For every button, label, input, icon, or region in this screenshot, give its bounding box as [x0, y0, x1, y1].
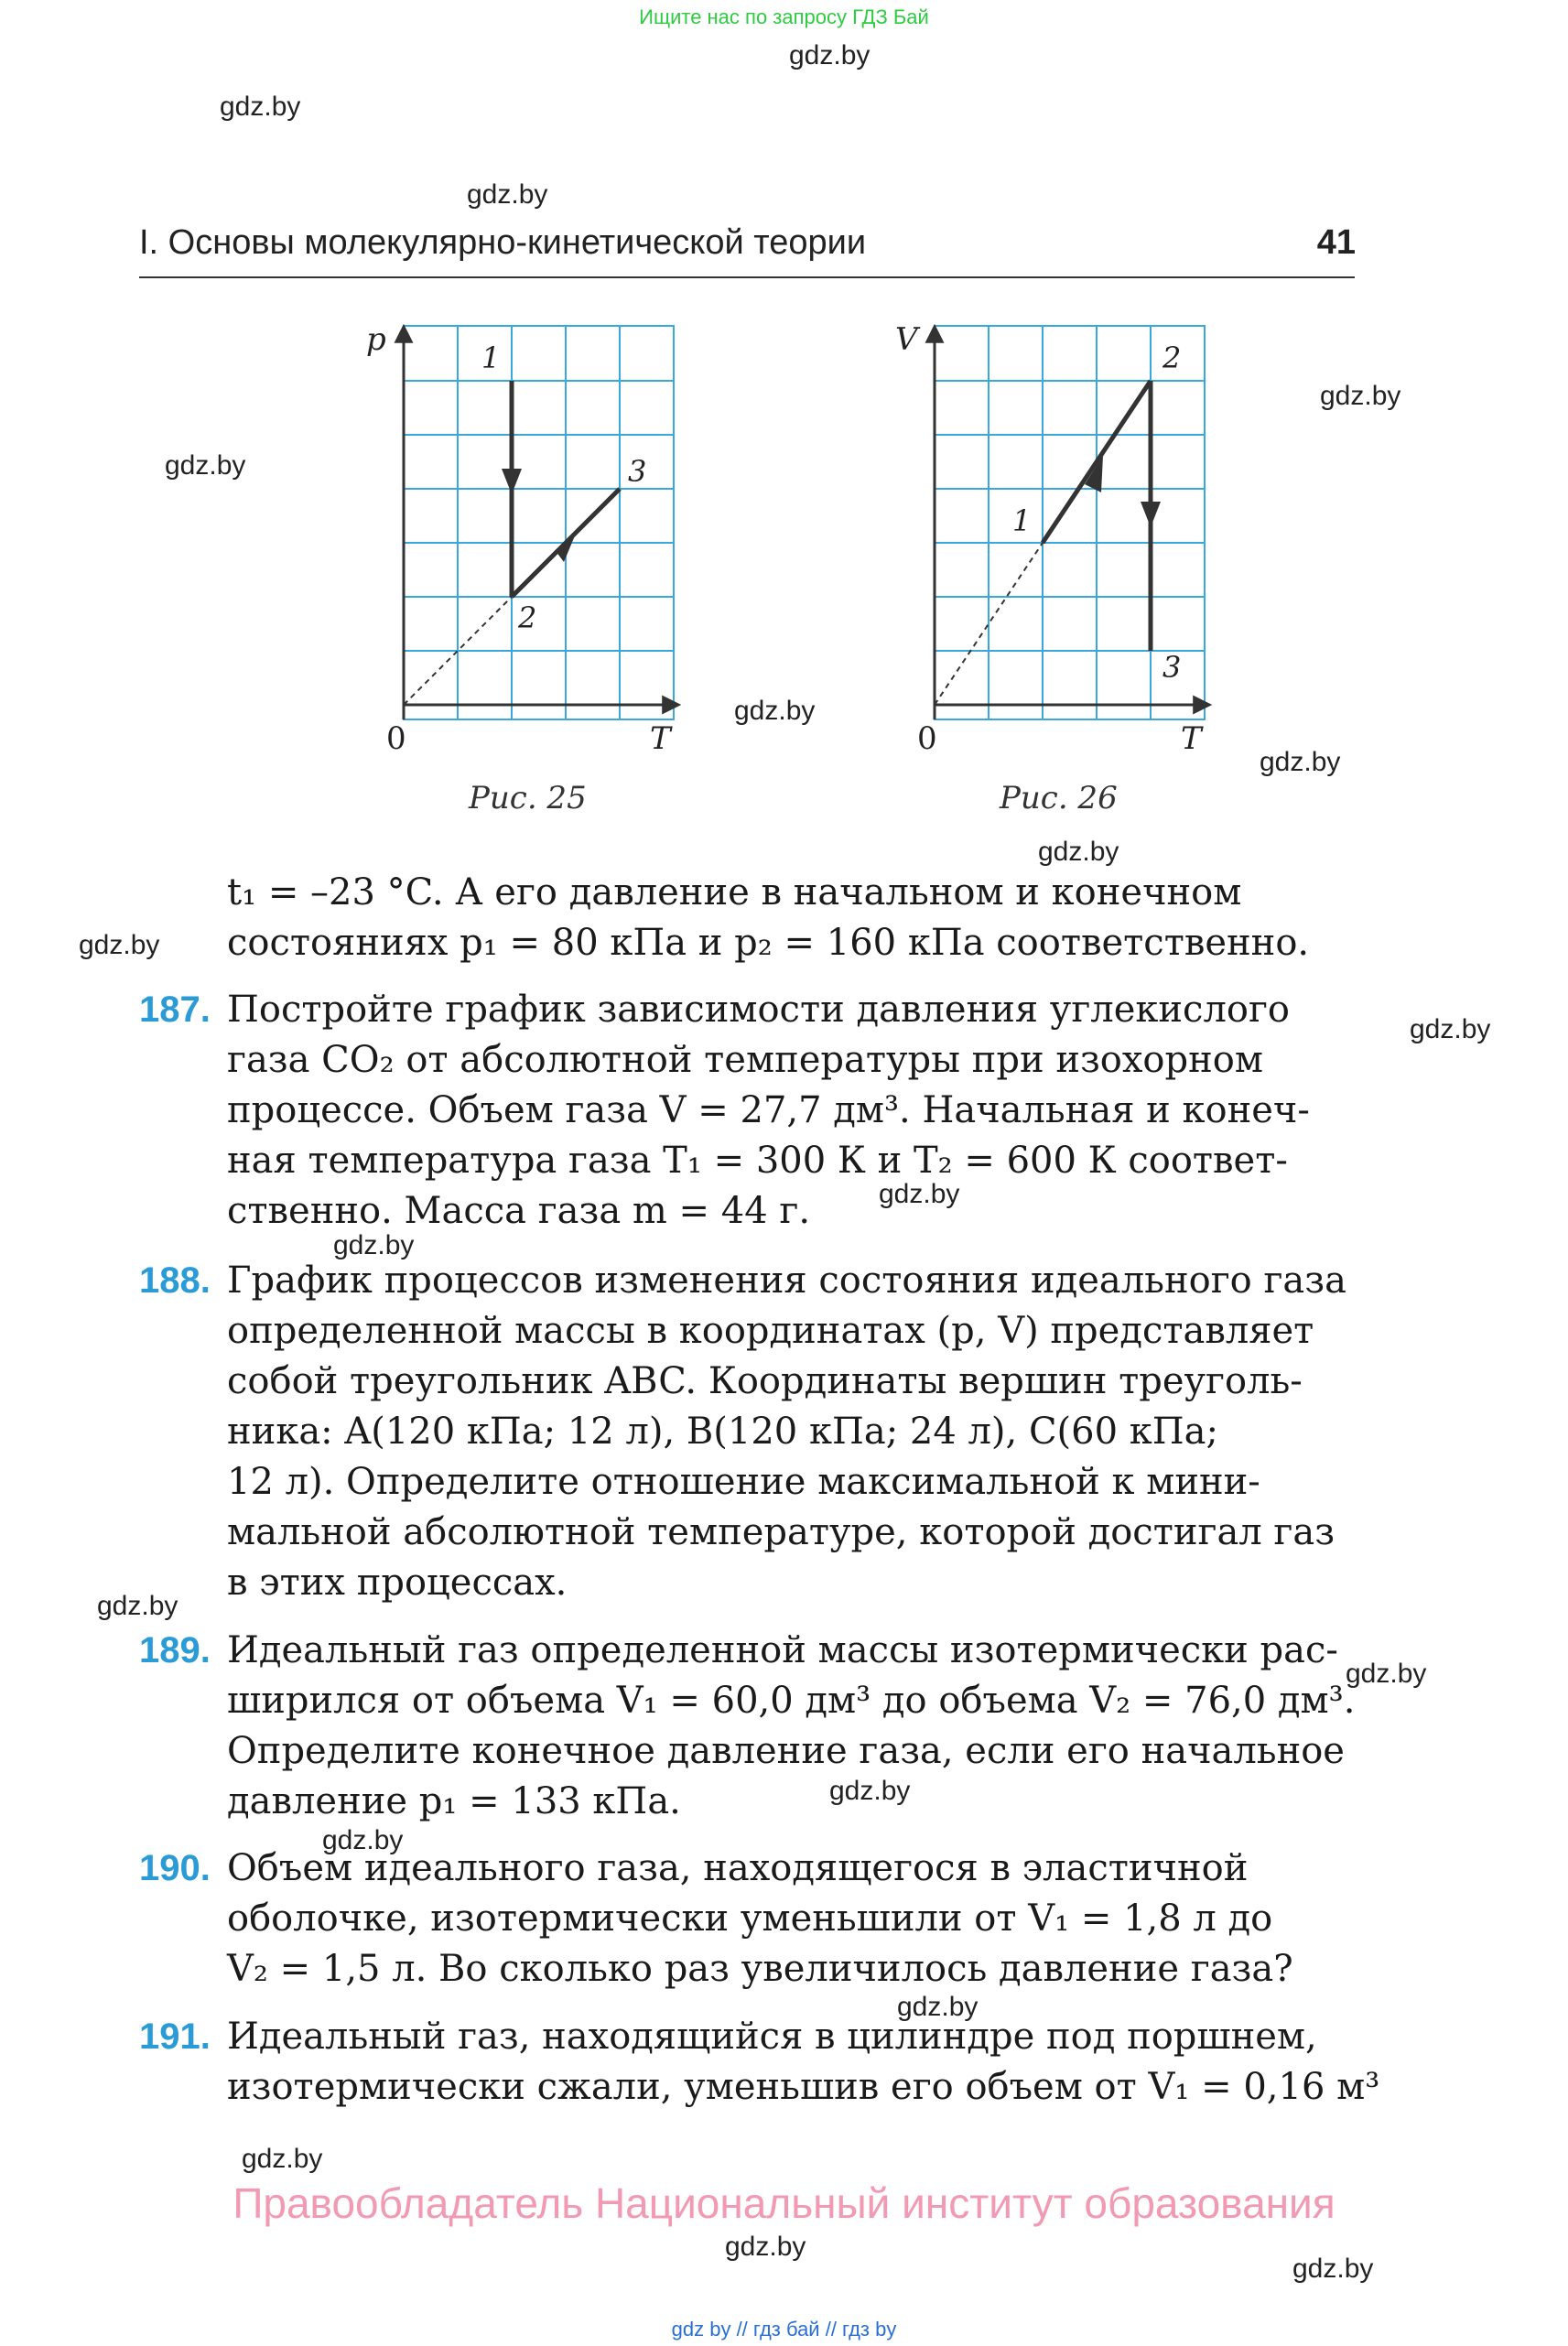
problem-188-text — [227, 1256, 1355, 1608]
figure-25-caption: Рис. 25 — [469, 780, 587, 816]
point-3-label: 3 — [1162, 650, 1182, 685]
point-2-label: 2 — [1162, 341, 1182, 375]
x-axis-label: T — [650, 720, 671, 757]
text-line: в этих процессах. — [227, 1562, 568, 1604]
watermark: gdz.by — [1346, 1659, 1427, 1689]
continuation-paragraph — [227, 868, 1355, 968]
page-number: 41 — [1316, 223, 1356, 262]
watermark: gdz.by — [829, 1776, 911, 1806]
problem-189-number: 189. — [139, 1630, 211, 1670]
watermark: gdz.by — [725, 2232, 806, 2262]
watermark: gdz.by — [897, 1992, 979, 2022]
watermark: gdz.by — [333, 1230, 415, 1260]
text-line: давление p₁ = 133 кПа. — [227, 1780, 681, 1822]
y-axis-label: p — [366, 321, 386, 358]
watermark: gdz.by — [734, 696, 816, 726]
watermark: gdz.by — [165, 450, 246, 481]
text-line: ника: A(120 кПа; 12 л), B(120 кПа; 24 л), C(60 кПа; — [227, 1411, 1218, 1453]
header-divider — [139, 276, 1355, 278]
watermark: gdz.by — [1038, 837, 1119, 867]
page-header-title: I. Основы молекулярно-кинетической теории — [139, 223, 867, 262]
watermark: gdz.by — [789, 40, 871, 70]
point-1-label: 1 — [1012, 503, 1032, 538]
text-line: собой треугольник ABC. Координаты вершин треуголь- — [227, 1360, 1303, 1402]
arrow-down-icon — [1141, 502, 1161, 527]
watermark: gdz.by — [220, 92, 301, 122]
watermark: gdz.by — [1410, 1014, 1491, 1044]
problem-188-number: 188. — [139, 1260, 211, 1301]
text-line: График процессов изменения состояния идеального газа — [227, 1259, 1346, 1302]
point-1-label: 1 — [481, 341, 501, 375]
watermark: gdz.by — [242, 2144, 323, 2174]
problem-187-text — [227, 985, 1355, 1237]
text-line: оболочке, изотермически уменьшили от V₁ = 1,8 л до — [227, 1897, 1273, 1940]
text-line: газа CO₂ от абсолютной температуры при изохорном — [227, 1039, 1263, 1081]
text-line: V₂ = 1,5 л. Во сколько раз увеличилось давление газа? — [227, 1948, 1293, 1990]
problem-191-text — [227, 2012, 1380, 2113]
text-line: t₁ = –23 °C. А его давление в начальном и конечном — [227, 871, 1242, 914]
watermark: gdz.by — [322, 1825, 404, 1855]
text-line: Объем идеального газа, находящегося в эластичной — [227, 1847, 1249, 1889]
point-2-label: 2 — [518, 600, 537, 635]
figure-25 — [348, 311, 732, 769]
grid — [404, 326, 674, 719]
text-line: 12 л). Определите отношение максимальной к мини- — [227, 1461, 1260, 1503]
watermark: gdz.by — [79, 930, 160, 960]
problem-190-number: 190. — [139, 1848, 211, 1888]
text-line: Постройте график зависимости давления углекислого — [227, 989, 1290, 1031]
text-line: определенной массы в координатах (p, V) представляет — [227, 1310, 1314, 1352]
text-line: мальной абсолютной температуре, которой достигал газ — [227, 1511, 1336, 1553]
watermark: gdz.by — [1292, 2254, 1374, 2284]
problem-191-number: 191. — [139, 2016, 211, 2057]
top-banner[interactable]: Ищите нас по запросу ГДЗ Бай — [639, 5, 929, 28]
point-3-label: 3 — [628, 454, 647, 489]
copyright-notice: Правообладатель Национальный институт образования — [232, 2179, 1336, 2227]
figure-26 — [879, 311, 1263, 769]
x-axis-label: T — [1181, 720, 1202, 757]
text-line: ственно. Масса газа m = 44 г. — [227, 1190, 811, 1232]
y-axis-label: V — [895, 321, 918, 358]
figure-26-caption: Рис. 26 — [1000, 780, 1118, 816]
text-line: состояниях p₁ = 80 кПа и p₂ = 160 кПа соответственно. — [227, 922, 1310, 964]
origin-label: 0 — [917, 720, 937, 757]
arrow-down-icon — [502, 469, 522, 494]
origin-label: 0 — [386, 720, 406, 757]
watermark: gdz.by — [1320, 381, 1401, 411]
problem-189-text — [227, 1626, 1355, 1827]
footer-links[interactable]: gdz by // гдз бай // гдз by — [671, 2318, 897, 2341]
text-line: процессе. Объем газа V = 27,7 дм³. Начальная и конеч- — [227, 1089, 1310, 1131]
problem-187-number: 187. — [139, 989, 211, 1030]
text-line: ширился от объема V₁ = 60,0 дм³ до объема V₂ = 76,0 дм³. — [227, 1680, 1356, 1722]
text-line: Определите конечное давление газа, если его начальное — [227, 1730, 1345, 1772]
text-line: Идеальный газ определенной массы изотермически рас- — [227, 1629, 1338, 1671]
text-line: изотермически сжали, уменьшив его объем от V₁ = 0,16 м³ — [227, 2066, 1380, 2108]
text-line: ная температура газа T₁ = 300 К и T₂ = 600 К соответ- — [227, 1140, 1288, 1182]
watermark: gdz.by — [97, 1591, 178, 1621]
watermark: gdz.by — [1260, 747, 1341, 777]
problem-190-text — [227, 1843, 1355, 1995]
watermark: gdz.by — [879, 1179, 960, 1209]
watermark: gdz.by — [467, 179, 548, 210]
text-line: Идеальный газ, находящийся в цилиндре под поршнем, — [227, 2016, 1317, 2058]
